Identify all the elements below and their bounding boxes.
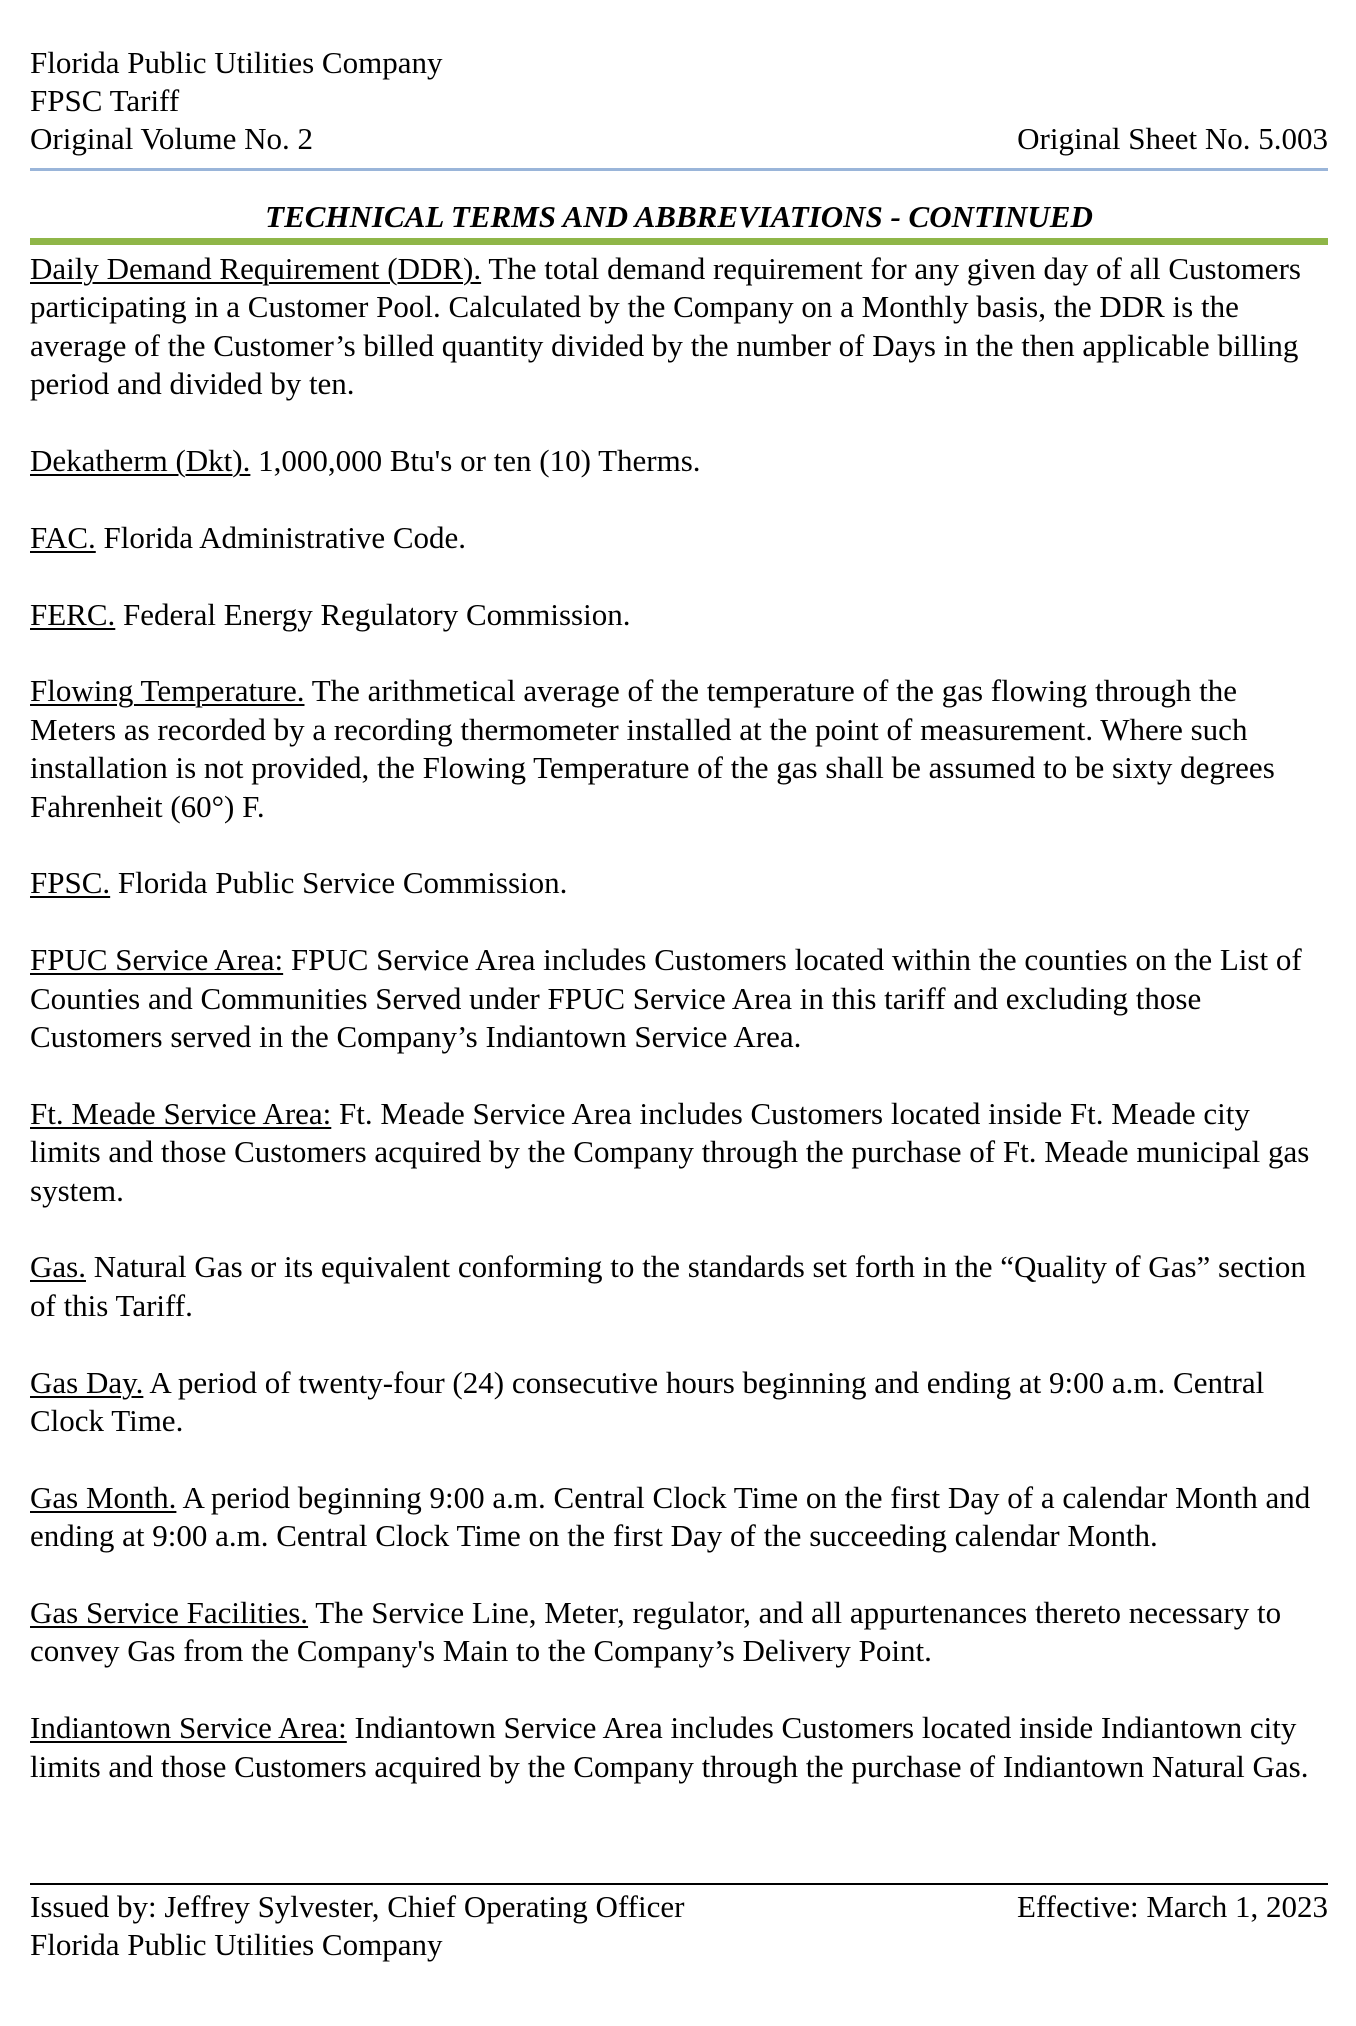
- definition-entry: [30, 1479, 1328, 1556]
- definition-term: FPSC.: [30, 865, 111, 901]
- definition-text: Federal Energy Regulatory Commission.: [123, 596, 631, 632]
- header-sheet-number: Original Sheet No. 5.003: [1017, 121, 1328, 156]
- section-title: TECHNICAL TERMS AND ABBREVIATIONS - CONTINUED: [265, 199, 1093, 234]
- definition-entry: [30, 596, 1328, 634]
- definition-term: Ft. Meade Service Area:: [30, 1095, 332, 1131]
- definition-text: 1,000,000 Btu's or ten (10) Therms.: [258, 443, 701, 479]
- definition-term: Gas Day.: [30, 1364, 144, 1400]
- definition-entry: [30, 519, 1328, 557]
- footer-issued-row: [30, 1888, 1328, 1926]
- footer-effective-date: Effective: March 1, 2023: [1016, 1889, 1328, 1924]
- definition-term: Flowing Temperature.: [30, 673, 305, 709]
- definition-entry: [30, 1594, 1328, 1671]
- definition-text: A period beginning 9:00 a.m. Central Clock Time on the first Day of a calendar Month and ending at 9:00 a.m. Central Clock Time on the first Day of the succeeding calendar Month.: [30, 1479, 1311, 1554]
- header-volume-row: [30, 120, 1328, 158]
- definition-term: FAC.: [30, 519, 96, 555]
- definition-text: Florida Administrative Code.: [103, 519, 467, 555]
- definition-text: The Service Line, Meter, regulator, and all appurtenances thereto necessary to convey Gas from the Company's Main to the Company’s Delivery Point.: [30, 1595, 1282, 1669]
- title-divider: [30, 238, 1328, 245]
- definition-term: Indiantown Service Area:: [30, 1710, 347, 1746]
- definition-term: Gas Service Facilities.: [30, 1595, 309, 1631]
- page-header: [30, 44, 1328, 158]
- footer-company: Florida Public Utilities Company: [30, 1927, 443, 1962]
- definition-entry: [30, 250, 1328, 404]
- definition-entry: [30, 1095, 1328, 1210]
- definition-term: Daily Demand Requirement (DDR).: [30, 251, 482, 286]
- definitions-list: [30, 250, 1328, 1824]
- footer-divider: [30, 1883, 1328, 1885]
- definition-entry: [30, 1364, 1328, 1441]
- definition-term: FERC.: [30, 596, 116, 632]
- definition-text: A period of twenty-four (24) consecutive hours beginning and ending at 9:00 a.m. Central Clock Time.: [30, 1364, 1265, 1439]
- header-volume: Original Volume No. 2: [30, 121, 314, 156]
- definition-text: Indiantown Service Area includes Customers located inside Indiantown city limits and those Customers acquired by the Company through the purchase of Indiantown Natural Gas.: [30, 1710, 1309, 1784]
- definition-term: Dekatherm (Dkt).: [30, 443, 251, 479]
- definition-entry: [30, 864, 1328, 902]
- footer-issued-by: Issued by: Jeffrey Sylvester, Chief Operating Officer: [30, 1889, 685, 1924]
- definition-entry: [30, 442, 1328, 480]
- definition-text: The arithmetical average of the temperature of the gas flowing through the Meters as recorded by a recording thermometer installed at the point of measurement. Where such installation is not provided, the Flowing Temperature of the gas shall be assumed to be sixty degrees Fahrenheit (60°) F.: [30, 673, 1275, 824]
- tariff-page: [30, 0, 1328, 2026]
- header-company: Florida Public Utilities Company: [30, 45, 443, 80]
- header-divider: [30, 168, 1328, 171]
- definition-entry: [30, 1248, 1328, 1325]
- definition-term: Gas Month.: [30, 1479, 177, 1515]
- definition-entry: [30, 1709, 1328, 1786]
- definition-text: Ft. Meade Service Area includes Customers located inside Ft. Meade city limits and those Customers acquired by the Company through the purchase of Ft. Meade municipal gas system.: [30, 1095, 1310, 1208]
- header-tariff: FPSC Tariff: [30, 83, 180, 118]
- definition-entry: [30, 941, 1328, 1056]
- definition-text: FPUC Service Area includes Customers located within the counties on the List of Counties and Communities Served under FPUC Service Area in this tariff and excluding those Customers served in the Company’s Indiantown Service Area.: [30, 942, 1302, 1055]
- definition-text: The total demand requirement for any given day of all Customers participating in a Customer Pool. Calculated by the Company on a Monthly basis, the DDR is the average of the Customer’s billed quantity divided by the number of Days in the then applicable billing period and divided by ten.: [30, 251, 1301, 402]
- page-footer: [30, 1888, 1328, 1964]
- definition-term: Gas.: [30, 1249, 86, 1285]
- definition-text: Florida Public Service Commission.: [117, 865, 568, 901]
- definition-entry: [30, 672, 1328, 826]
- definition-term: FPUC Service Area:: [30, 942, 284, 978]
- definition-text: Natural Gas or its equivalent conforming to the standards set forth in the “Quality of Gas” section of this Tariff.: [30, 1249, 1306, 1323]
